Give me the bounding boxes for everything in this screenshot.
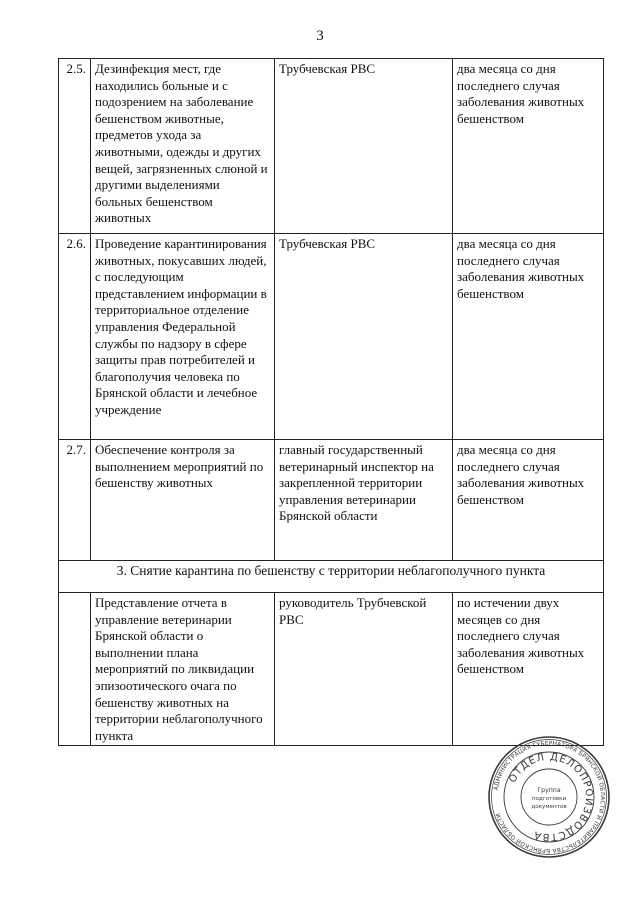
action-cell: Дезинфекция мест, где находились больные и с подозрением на заболевание бешенством животные, предметов ухода за животными, одежды и других вещей, загрязненных слюной и другими выделениями больных бешенством животных [91, 59, 275, 234]
table-row [59, 440, 604, 561]
table-row [59, 59, 604, 234]
row-number: 2.6. [59, 234, 91, 440]
table-row [59, 593, 604, 746]
responsible-cell: руководитель Трубчевской РВС [275, 593, 453, 746]
deadline-cell: два месяца со дня последнего случая заболевания животных бешенством [453, 234, 604, 440]
responsible-cell: Трубчевская РВС [275, 59, 453, 234]
responsible-cell: главный государственный ветеринарный инспектор на закрепленной территории управления ветеринарии Брянской области [275, 440, 453, 561]
office-stamp [487, 735, 611, 859]
table-row [59, 234, 604, 440]
deadline-cell: два месяца со дня последнего случая заболевания животных бешенством [453, 440, 604, 561]
stamp-outer-text: АДМИНИСТРАЦИЯ ГУБЕРНАТОРА БРЯНСКОЙ ОБЛАСТИ И ПРАВИТЕЛЬСТВА БРЯНСКОЙ ОБЛАСТИ [493, 740, 606, 854]
row-number [59, 593, 91, 746]
page-number: 3 [316, 28, 324, 44]
responsible-cell: Трубчевская РВС [275, 234, 453, 440]
deadline-cell: по истечении двух месяцев со дня последнего случая заболевания животных бешенством [453, 593, 604, 746]
row-number: 2.7. [59, 440, 91, 561]
section-header-row [59, 561, 604, 593]
section-title: 3. Снятие карантина по бешенству с территории неблагополучного пункта [59, 561, 604, 593]
deadline-cell: два месяца со дня последнего случая заболевания животных бешенством [453, 59, 604, 234]
stamp-center-line: подготовки [531, 796, 567, 802]
stamp-ring-text: ОТДЕЛ ДЕЛОПРОИЗВОДСТВА [507, 751, 595, 843]
action-cell: Проведение карантинирования животных, покусавших людей, с последующим представлением информации в территориальное отделение управления Федеральной службы по надзору в сфере защиты прав потребителей и благополучия человека по Брянской области и лечебное учреждение [91, 234, 275, 440]
stamp-center-line: документов [531, 804, 567, 810]
action-cell: Обеспечение контроля за выполнением мероприятий по бешенству животных [91, 440, 275, 561]
stamp-center-line: Группа [537, 787, 561, 794]
action-cell: Представление отчета в управление ветеринарии Брянской области о выполнении плана мероприятий по ликвидации эпизоотического очага по бешенству животных на территории неблагополучного пункта [91, 593, 275, 746]
row-number: 2.5. [59, 59, 91, 234]
measures-table [58, 58, 604, 746]
